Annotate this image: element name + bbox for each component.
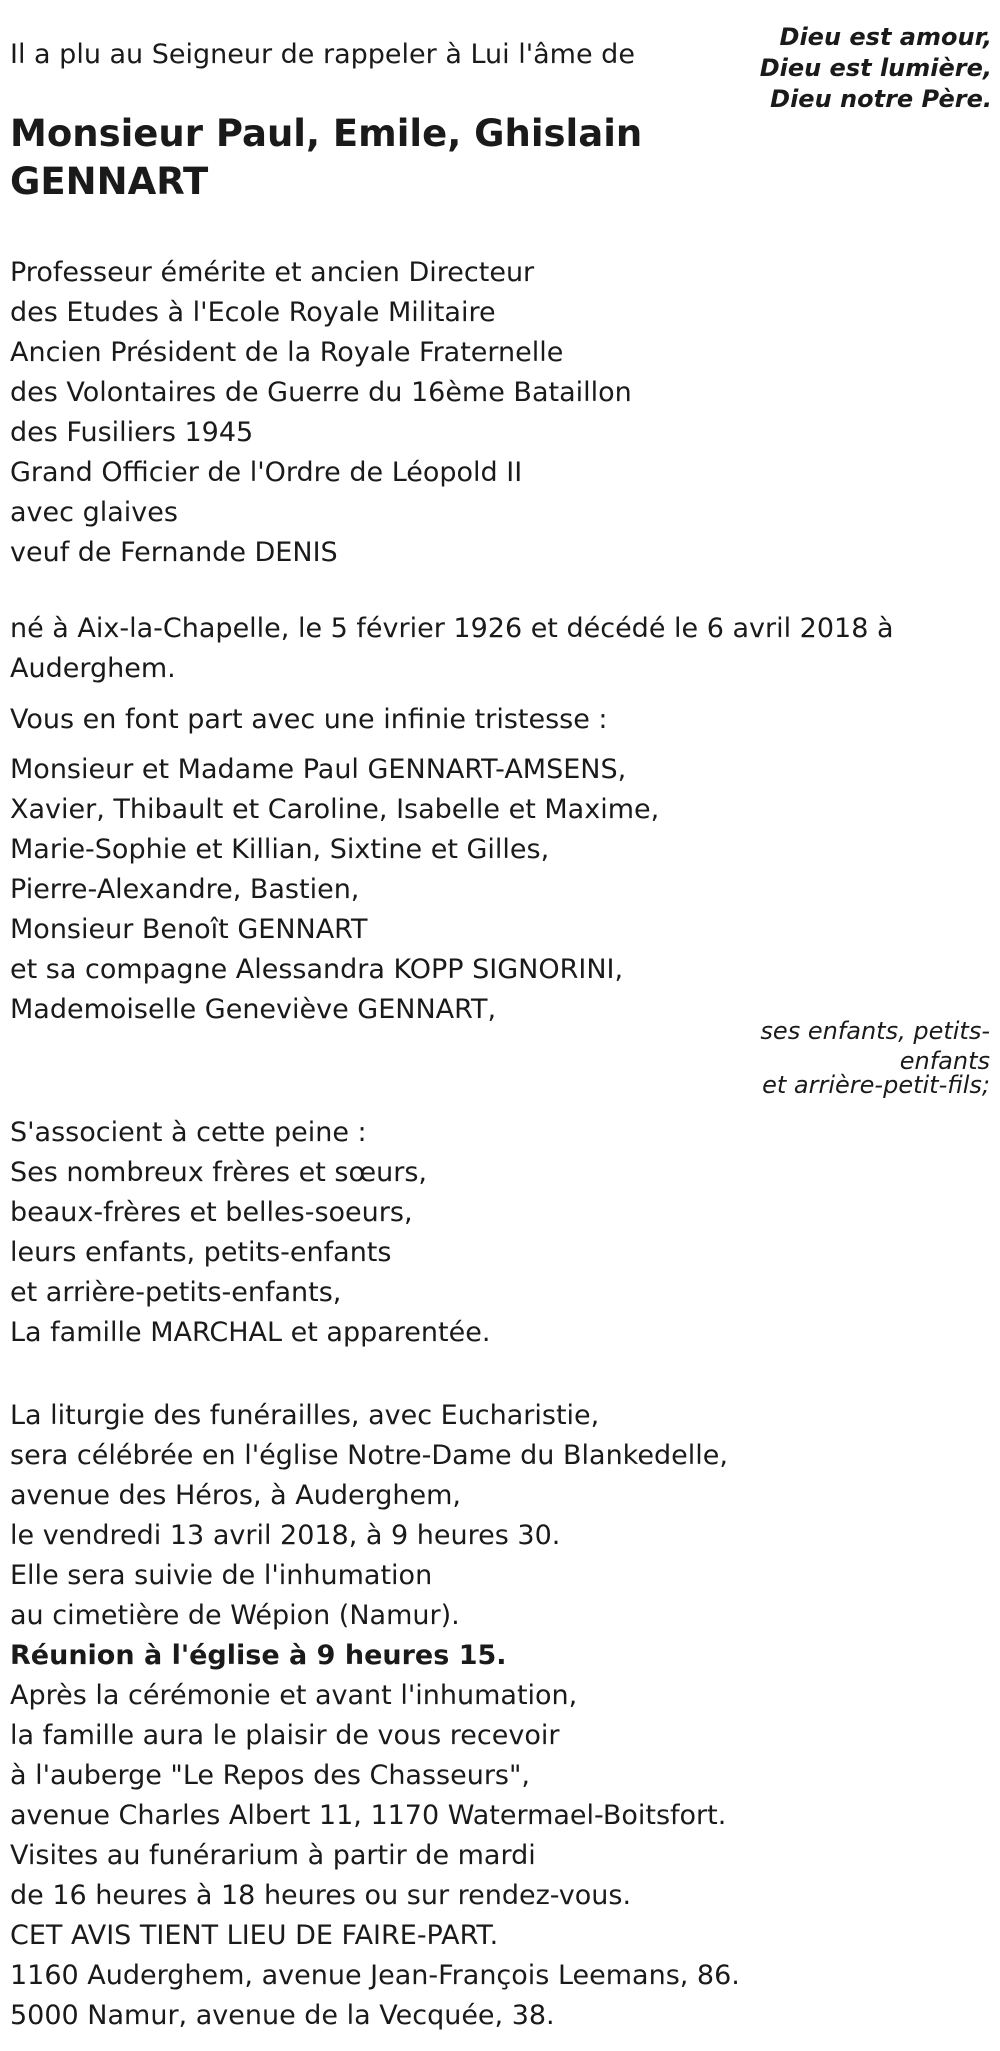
title-line: veuf de Fernande DENIS [10,537,338,568]
religious-motto [760,22,992,115]
relation-note [740,1016,990,1100]
intro-text: Il a plu au Seigneur de rappeler à Lui l'âme de [10,39,635,70]
meeting-time: Réunion à l'église à 9 heures 15. [10,1640,507,1671]
family-line: Pierre-Alexandre, Bastien, [10,874,360,905]
birth-death-block [10,609,894,689]
motto-line: Dieu est amour, [779,23,992,51]
title-line: Professeur émérite et ancien Directeur [10,257,535,288]
deceased-name [10,110,642,206]
birth-death-line: né à Aix-la-Chapelle, le 5 février 1926 et décédé le 6 avril 2018 à [10,613,894,644]
motto-line: Dieu notre Père. [770,85,992,113]
family-line: et sa compagne Alessandra KOPP SIGNORINI, [10,954,624,985]
family-line: Marie-Sophie et Killian, Sixtine et Gilles, [10,834,550,865]
associate-line: leurs enfants, petits-enfants [10,1237,392,1268]
ceremony-line: Après la cérémonie et avant l'inhumation, [10,1680,578,1711]
title-line: des Volontaires de Guerre du 16ème Bataillon [10,377,632,408]
ceremony-line: La liturgie des funérailles, avec Eucharistie, [10,1400,600,1431]
ceremony-line: à l'auberge "Le Repos des Chasseurs", [10,1760,531,1791]
deceased-surname: GENNART [10,160,209,203]
ceremony-line: sera célébrée en l'église Notre-Dame du Blankedelle, [10,1440,728,1471]
associate-line: S'associent à cette peine : [10,1117,367,1148]
family-line: Monsieur et Madame Paul GENNART-AMSENS, [10,754,627,785]
family-line: Monsieur Benoît GENNART [10,914,368,945]
associate-line: et arrière-petits-enfants, [10,1277,342,1308]
ceremony-line: de 16 heures à 18 heures ou sur rendez-vous. [10,1880,632,1911]
title-line: avec glaives [10,497,178,528]
relation-line: ses enfants, petits-enfants [760,1017,990,1075]
birth-death-line: Auderghem. [10,653,176,684]
associate-line: beaux-frères et belles-soeurs, [10,1197,413,1228]
ceremony-line: 1160 Auderghem, avenue Jean-François Leemans, 86. [10,1960,740,1991]
ceremony-line: avenue des Héros, à Auderghem, [10,1480,461,1511]
announcement-text: Vous en font part avec une infinie tristesse : [10,704,608,735]
title-line: des Etudes à l'Ecole Royale Militaire [10,297,496,328]
family-list [10,750,659,1030]
title-line: Grand Officier de l'Ordre de Léopold II [10,457,523,488]
ceremony-line: la famille aura le plaisir de vous recevoir [10,1720,560,1751]
ceremony-line: 5000 Namur, avenue de la Vecquée, 38. [10,2000,555,2031]
relation-line: et arrière-petit-fils; [762,1071,990,1099]
motto-line: Dieu est lumière, [759,54,992,82]
title-line: des Fusiliers 1945 [10,417,254,448]
ceremony-block [10,1396,740,2036]
ceremony-line: le vendredi 13 avril 2018, à 9 heures 30. [10,1520,561,1551]
ceremony-line: Elle sera suivie de l'inhumation [10,1560,433,1591]
ceremony-line: avenue Charles Albert 11, 1170 Watermael-Boitsfort. [10,1800,727,1831]
ceremony-line: CET AVIS TIENT LIEU DE FAIRE-PART. [10,1920,499,1951]
title-line: Ancien Président de la Royale Fraternelle [10,337,564,368]
associate-line: La famille MARCHAL et apparentée. [10,1317,491,1348]
family-line: Xavier, Thibault et Caroline, Isabelle et Maxime, [10,794,660,825]
associate-line: Ses nombreux frères et sœurs, [10,1157,427,1188]
associates-block [10,1113,490,1353]
ceremony-line: Visites au funérarium à partir de mardi [10,1840,536,1871]
deceased-name-line: Monsieur Paul, Emile, Ghislain [10,112,643,155]
ceremony-line: au cimetière de Wépion (Namur). [10,1600,460,1631]
family-line: Mademoiselle Geneviève GENNART, [10,994,497,1025]
titles-block [10,253,632,573]
